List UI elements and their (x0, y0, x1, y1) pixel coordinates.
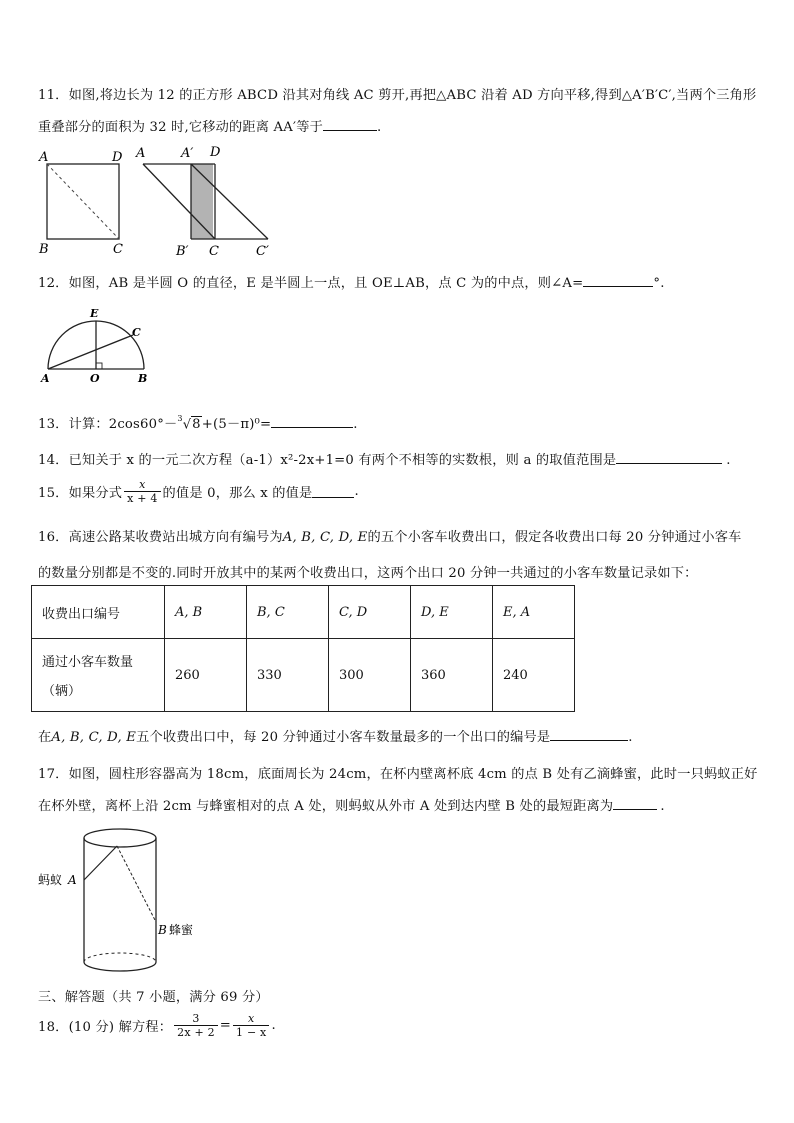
q11-line2-text: 重叠部分的面积为 32 时,它移动的距离 AA′等于 (38, 120, 323, 135)
label-D: D (112, 150, 123, 165)
right-angle-mark (96, 363, 102, 369)
q17-line2-text: 在杯外壁，离杯上沿 2cm 与蜂蜜相对的点 A 处，则蚂蚁从外市 A 处到达内壁 B 处的最短距离为 (38, 799, 614, 814)
q13-answer-blank[interactable] (271, 415, 353, 428)
label-B: B (39, 242, 49, 257)
q16-line1-letters: A, B, C, D, E (282, 530, 368, 545)
q11-line1: 11．如图,将边长为 12 的正方形 ABCD 沿其对角线 AC 剪开,再把△ABC 沿着 AD 方向平移,得到△A′B′C′,当两个三角形 (38, 88, 757, 103)
q16-line1 (38, 526, 742, 545)
q14-line (38, 449, 731, 468)
row1-header: 收费出口编号 (32, 586, 165, 639)
q16-answer-blank[interactable] (550, 728, 628, 741)
cylinder-top (84, 829, 156, 847)
q18-rhs-fraction (233, 1012, 269, 1039)
q16-line3-a: 在 (38, 730, 52, 745)
table-row (32, 639, 575, 712)
q17-answer-blank[interactable] (613, 797, 657, 810)
label-A: A (39, 150, 49, 165)
exit-cell: A, B (165, 586, 247, 639)
q18-lhs-den: 2x + 2 (174, 1025, 218, 1039)
q16-end: . (628, 730, 633, 745)
q16-line3-letters: A, B, C, D, E (51, 730, 137, 745)
q14-answer-blank[interactable] (616, 451, 722, 464)
q12-end: °. (653, 276, 665, 291)
label-A2-prime: A′ (181, 146, 194, 161)
row2-header-b: （辆） (42, 684, 82, 699)
count-cell: 240 (493, 639, 575, 712)
exit-cell: D, E (411, 586, 493, 639)
label-D2: D (210, 145, 221, 160)
label-B2-prime: B′ (176, 244, 189, 259)
label-B: B (158, 923, 167, 937)
q14-text: 14．已知关于 x 的一元二次方程（a-1）x²-2x+1=0 有两个不相等的实数根，则 a 的取值范围是 (38, 453, 617, 468)
label-honey: 蜂蜜 (169, 923, 194, 937)
label-ant: 蚂蚁 (38, 873, 63, 887)
q14-end: . (726, 453, 731, 468)
q15-line (38, 478, 359, 505)
q17-line2 (38, 795, 665, 814)
exit-cell: E, A (493, 586, 575, 639)
label-E: E (90, 307, 99, 320)
label-C2: C (209, 244, 219, 259)
label-B: B (138, 372, 148, 385)
exit-cell: B, C (247, 586, 329, 639)
q11-line2 (38, 116, 381, 135)
label-A: A (68, 873, 77, 887)
q15-end: . (354, 484, 359, 499)
count-cell: 300 (329, 639, 411, 712)
segment-ac (48, 335, 133, 369)
exit-cell: C, D (329, 586, 411, 639)
label-A2: A (136, 146, 146, 161)
label-C: C (113, 242, 123, 257)
root-index: 3 (177, 413, 183, 423)
q18-equals: = (219, 1018, 232, 1033)
q17-figure (34, 822, 224, 992)
diagonal-ac (47, 164, 119, 239)
q16-line2: 的数量分别都是不变的.同时开放其中的某两个收费出口，这两个出口 20 分钟一共通过的小客车数量记录如下： (38, 566, 698, 581)
q18-end: . (271, 1018, 276, 1033)
q15-answer-blank[interactable] (312, 485, 354, 498)
count-cell: 360 (411, 639, 493, 712)
row2-header (32, 639, 165, 712)
q15-fraction (124, 478, 160, 505)
q15-denominator: x + 4 (124, 491, 160, 505)
q11-figure (30, 142, 290, 260)
q18-line (38, 1012, 276, 1039)
path-rim-to-b (117, 846, 156, 922)
q18-lhs-num: 3 (192, 1012, 200, 1025)
q18-rhs-den: 1 − x (233, 1025, 269, 1039)
q13-suffix: +(5－π)⁰= (201, 417, 272, 432)
q17-end: . (660, 799, 665, 814)
q15-numerator: x (139, 478, 146, 491)
q13-end: . (353, 417, 358, 432)
q12-figure (36, 305, 156, 387)
q17-line1: 17．如图，圆柱形容器高为 18cm，底面周长为 24cm，在杯内壁离杯底 4cm 的点 B 处有乙滴蜂蜜，此时一只蚂蚁正好 (38, 767, 758, 782)
label-O: O (90, 372, 100, 385)
q12-line (38, 272, 665, 291)
q11-end: . (376, 120, 382, 135)
q15-prefix: 15．如果分式 (38, 486, 123, 501)
label-C: C (132, 326, 141, 339)
q16-line3-b: 五个收费出口中，每 20 分钟通过小客车数量最多的一个出口的编号是 (136, 730, 551, 745)
q12-text: 12．如图，AB 是半圆 O 的直径，E 是半圆上一点，且 OE⊥AB，点 C 为的中点，则∠A= (38, 276, 584, 291)
label-A: A (41, 372, 50, 385)
q16-line1-b: 的五个小客车收费出口，假定各收费出口每 20 分钟通过小客车 (367, 530, 742, 545)
q18-lhs-fraction (174, 1012, 218, 1039)
q18-prefix: 18．(10 分) 解方程： (38, 1020, 173, 1035)
section-3-heading: 三、解答题（共 7 小题，满分 69 分） (38, 990, 269, 1005)
cube-root: $^3$√8 (177, 413, 201, 432)
row2-header-a: 通过小客车数量 (42, 655, 134, 670)
cylinder-bottom-back (84, 953, 156, 962)
count-cell: 330 (247, 639, 329, 712)
path-a-to-rim (84, 846, 117, 880)
radicand: 8 (192, 417, 201, 432)
q16-line3 (38, 726, 633, 745)
q16-line1-a: 16．高速公路某收费站出城方向有编号为 (38, 530, 283, 545)
count-cell: 260 (165, 639, 247, 712)
q12-answer-blank[interactable] (583, 274, 653, 287)
q13-line (38, 413, 358, 432)
label-C2-prime: C′ (256, 244, 269, 259)
q13-prefix: 13．计算：2cos60°－ (38, 417, 178, 432)
q18-rhs-num: x (248, 1012, 255, 1025)
cylinder-bottom-front (84, 962, 156, 971)
table-row (32, 586, 575, 639)
q11-answer-blank[interactable] (323, 118, 377, 131)
q15-suffix: 的值是 0，那么 x 的值是 (162, 486, 313, 501)
q16-table (31, 585, 575, 712)
